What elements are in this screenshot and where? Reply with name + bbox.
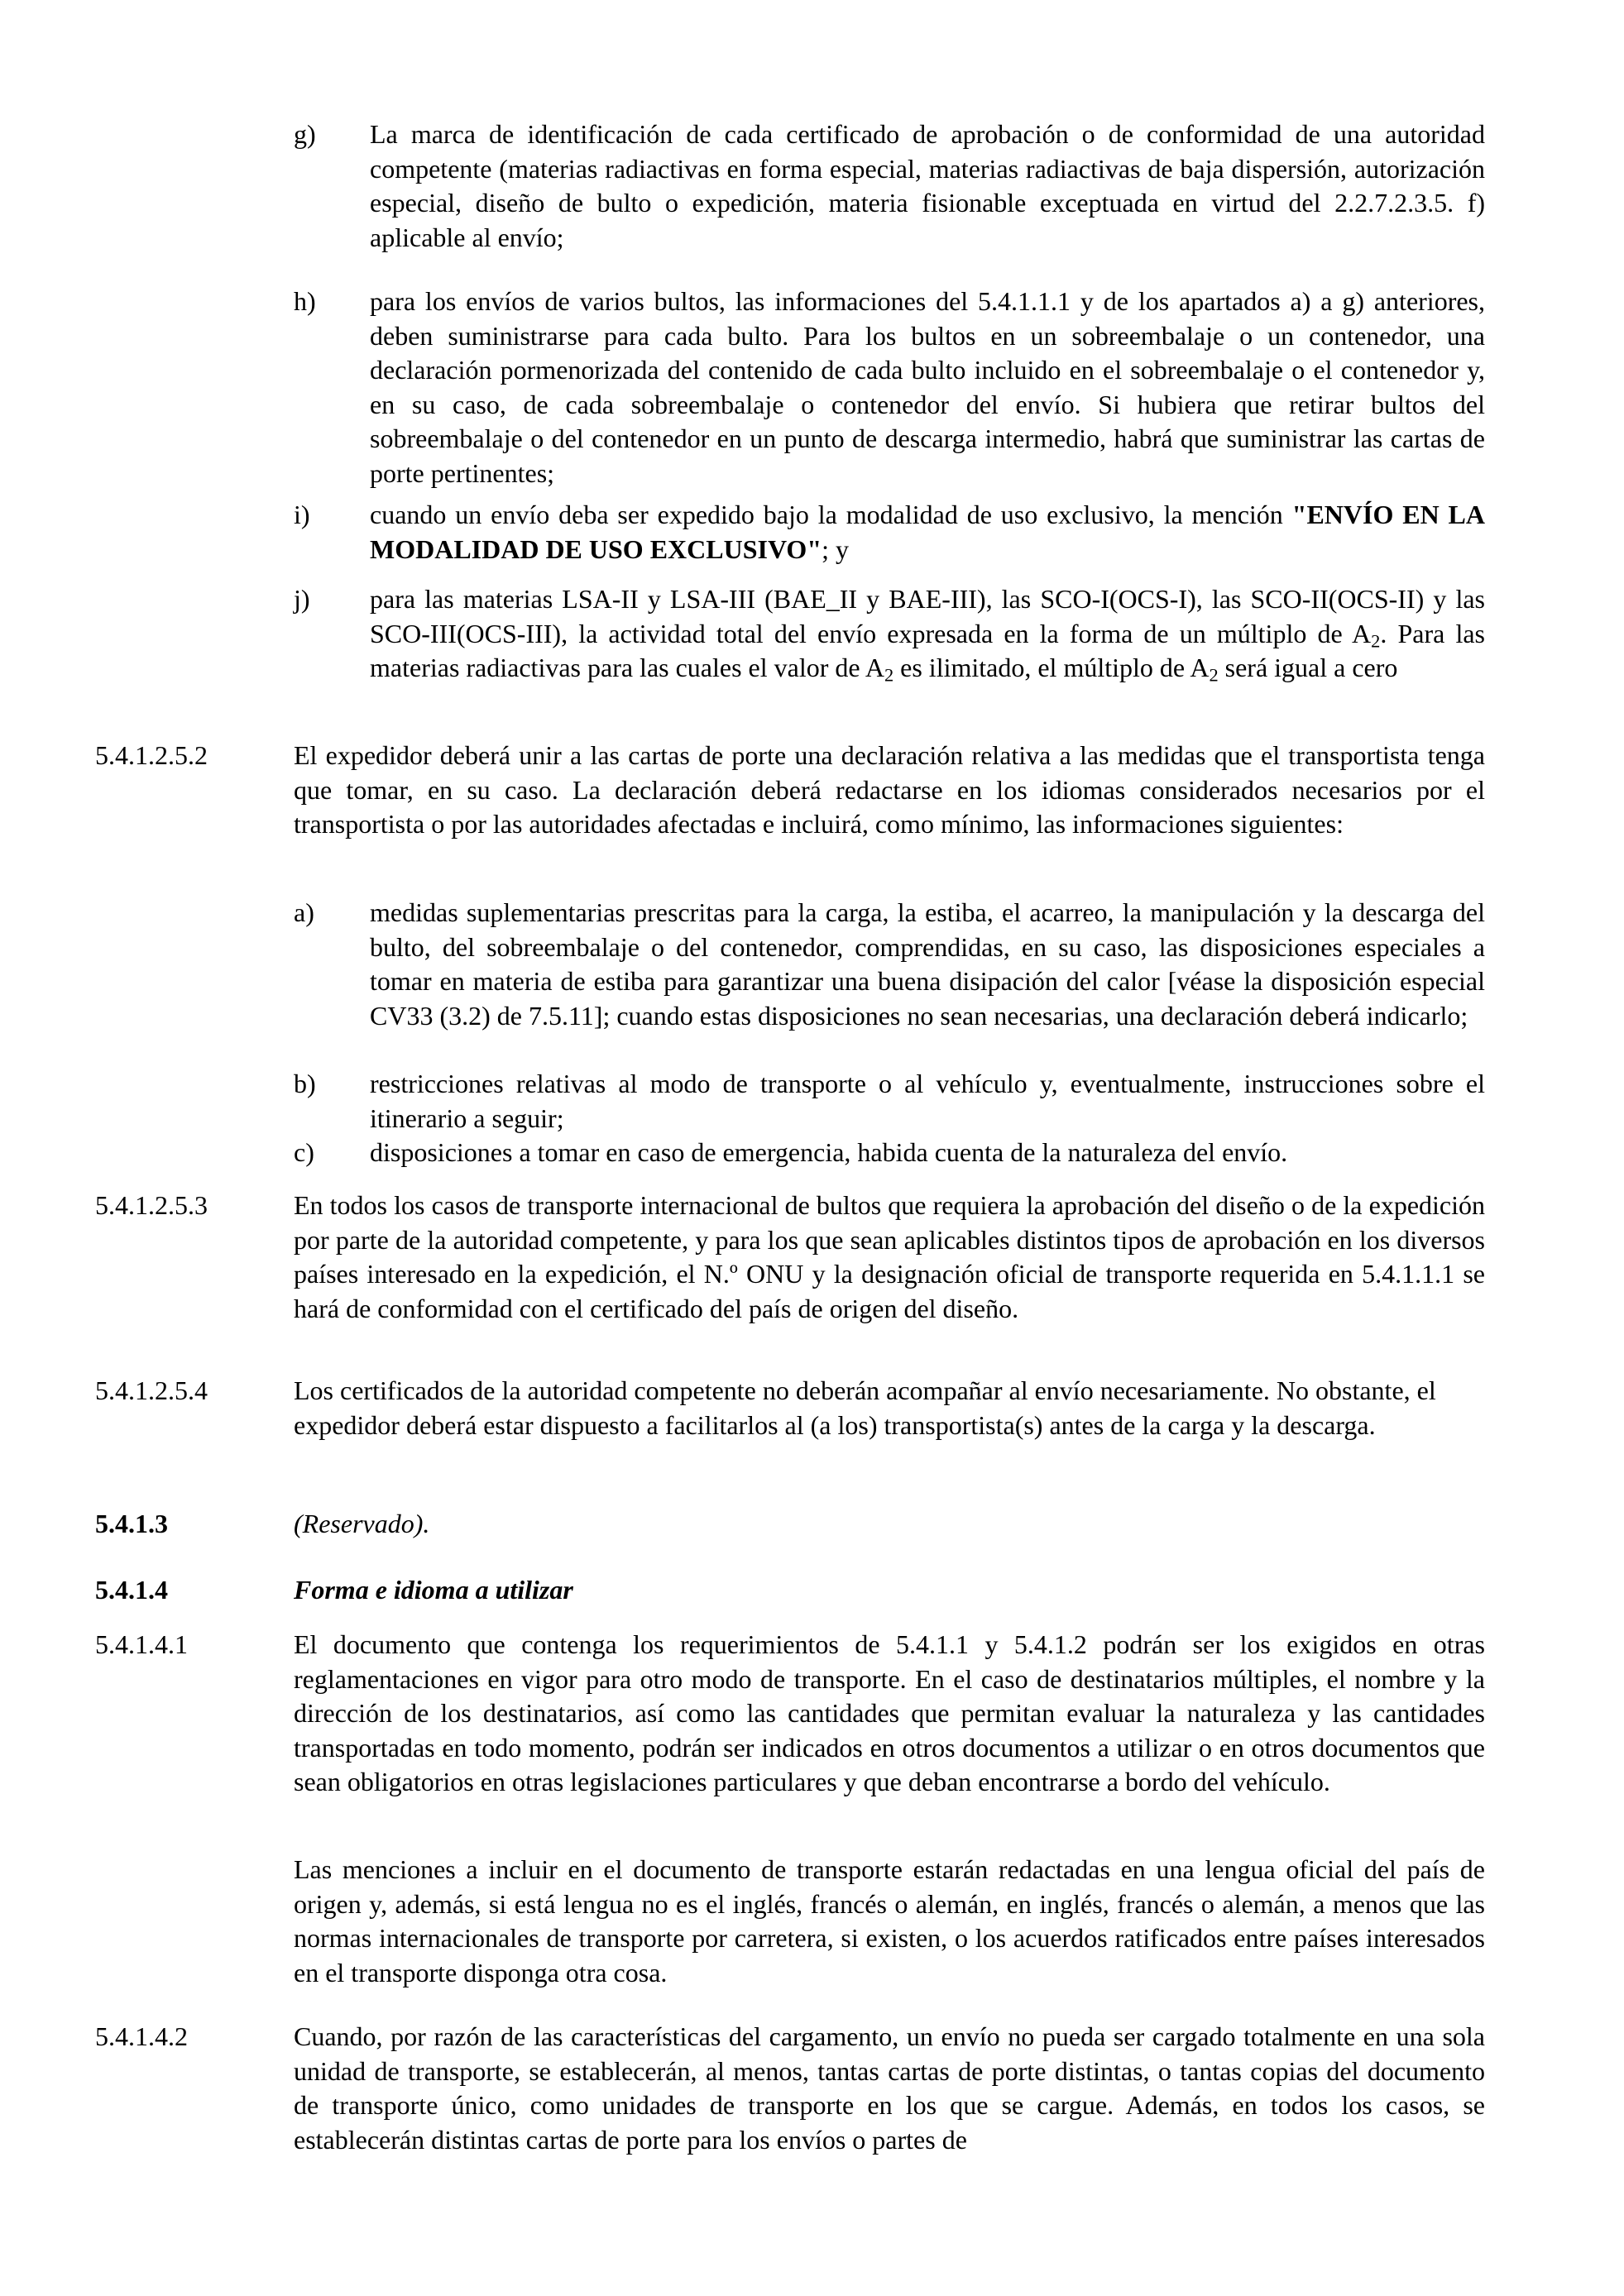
section-5-4-1-4-1-cont xyxy=(0,1853,1624,1990)
item-text xyxy=(370,498,1485,567)
list-item-g xyxy=(0,117,1624,255)
section-5-4-1-3 xyxy=(0,1507,1624,1542)
section-5-4-1-4 xyxy=(0,1573,1624,1608)
section-number: 5.4.1.4.2 xyxy=(95,2021,188,2051)
item-text-part: es ilimitado, el múltiplo de A xyxy=(893,653,1210,682)
section-number: 5.4.1.3 xyxy=(95,1509,168,1538)
section-text: (Reservado). xyxy=(294,1509,430,1538)
item-label: b) xyxy=(294,1069,316,1098)
section-5-4-1-2-5-2 xyxy=(0,739,1624,842)
section-number: 5.4.1.2.5.3 xyxy=(95,1190,208,1220)
item-text-part: ; y xyxy=(822,533,849,564)
list-item-h xyxy=(0,285,1624,490)
list-item-j xyxy=(0,582,1624,686)
item-label: j) xyxy=(294,584,310,614)
list-item-c xyxy=(0,1136,1624,1170)
item-text: para los envíos de varios bultos, las informaciones del 5.4.1.1.1 y de los apartados a) a g) anteriores, deben suministrarse para cada bulto. Para los bultos en un sobreembalaje o un contenedor, una declaración pormenorizada del contenido de cada bulto incluido en el sobreembalaje o el contenedor y, en su caso, de cada sobreembalaje o contenedor del envío. Si hubiera que retirar bultos del sobreembalaje o del contenedor en un punto de descarga intermedio, habrá que suministrar las cartas de porte pertinentes; xyxy=(370,286,1485,488)
list-item-b xyxy=(0,1067,1624,1136)
exclusive-use-mention: "ENVÍO EN LA MODALIDAD DE USO EXCLUSIVO" xyxy=(370,500,1486,564)
section-number: 5.4.1.2.5.4 xyxy=(95,1375,208,1405)
item-text-part: será igual a cero xyxy=(1218,653,1398,682)
section-5-4-1-4-1 xyxy=(0,1628,1624,1800)
item-text-part: cuando un envío deba ser expedido bajo la modalidad de uso exclusivo, la mención xyxy=(370,500,1292,529)
section-number: 5.4.1.2.5.2 xyxy=(95,740,208,770)
section-5-4-1-4-2 xyxy=(0,2020,1624,2157)
item-label: i) xyxy=(294,500,310,529)
section-text: El expedidor deberá unir a las cartas de porte una declaración relativa a las medidas que el transportista tenga que tomar, en su caso. La declaración deberá redactarse en los idiomas considerados necesarios por el transportista o por las autoridades afectadas e incluirá, como mínimo, las informaciones siguientes: xyxy=(294,740,1485,839)
subscript: 2 xyxy=(1371,630,1381,652)
item-label: a) xyxy=(294,897,314,927)
item-text: disposiciones a tomar en caso de emergencia, habida cuenta de la naturaleza del envío. xyxy=(370,1137,1288,1167)
item-text: restricciones relativas al modo de transporte o al vehículo y, eventualmente, instrucciones sobre el itinerario a seguir; xyxy=(370,1069,1485,1133)
section-text: Los certificados de la autoridad competente no deberán acompañar al envío necesariamente. No obstante, el expedidor deberá estar dispuesto a facilitarlos al (a los) transportista(s) antes de la carga y la descarga. xyxy=(294,1375,1436,1440)
section-5-4-1-2-5-4 xyxy=(0,1374,1624,1442)
section-5-4-1-2-5-3 xyxy=(0,1189,1624,1326)
section-text: Cuando, por razón de las características del cargamento, un envío no pueda ser cargado totalmente en una sola unidad de transporte, se establecerán, al menos, tantas cartas de porte distintas, o tantas copias del documento de transporte único, como unidades de transporte en los que se cargue. Además, en todos los casos, se establecerán distintas cartas de porte para los envíos o partes de xyxy=(294,2021,1485,2155)
list-item-i xyxy=(0,498,1624,567)
item-label: h) xyxy=(294,286,316,316)
item-text-part: para las materias LSA-II y LSA-III (BAE_II y BAE-III), las SCO-I(OCS-I), las SCO-II(OCS-II) y las SCO-III(OCS-III), la actividad total del envío expresada en la forma de un múltiplo de A xyxy=(370,584,1485,648)
item-label: g) xyxy=(294,119,316,149)
section-title: Forma e idioma a utilizar xyxy=(294,1575,573,1605)
section-paragraph-1: El documento que contenga los requerimientos de 5.4.1.1 y 5.4.1.2 podrán ser los exigidos en otras reglamentaciones en vigor para otro modo de transporte. En el caso de destinatarios múltiples, el nombre y la dirección de los destinatarios, así como las cantidades que permitan evaluar la naturaleza y las cantidades transportadas en todo momento, podrán ser indicados en otros documentos a utilizar o en otros documentos que sean obligatorios en otras legislaciones particulares y que deban encontrarse a bordo del vehículo. xyxy=(294,1629,1485,1796)
section-number: 5.4.1.4.1 xyxy=(95,1629,188,1659)
section-number: 5.4.1.4 xyxy=(95,1575,168,1605)
section-text: En todos los casos de transporte internacional de bultos que requiera la aprobación del diseño o de la expedición por parte de la autoridad competente, y para los que sean aplicables distintos tipos de aprobación en los diversos países interesado en la expedición, el N.º ONU y la designación oficial de transporte requerida en 5.4.1.1.1 se hará de conformidad con el certificado del país de origen del diseño. xyxy=(294,1190,1485,1323)
item-text: La marca de identificación de cada certificado de aprobación o de conformidad de una autoridad competente (materias radiactivas en forma especial, materias radiactivas de baja dispersión, autorización especial, diseño de bulto o expedición, materia fisionable exceptuada en virtud del 2.2.7.2.3.5. f) aplicable al envío; xyxy=(370,119,1485,252)
item-text-part: . Para las materias radiactivas para las cuales el valor de A xyxy=(370,618,1486,682)
item-label: c) xyxy=(294,1137,314,1167)
section-paragraph-2: Las menciones a incluir en el documento de transporte estarán redactadas en una lengua oficial del país de origen y, además, si está lengua no es el inglés, francés o alemán, en inglés, francés o alemán, a menos que las normas internacionales de transporte por carretera, si existen, o los acuerdos ratificados entre países interesados en el transporte disponga otra cosa. xyxy=(294,1854,1485,1987)
list-item-a xyxy=(0,896,1624,1033)
item-text xyxy=(370,582,1485,686)
subscript: 2 xyxy=(884,664,894,686)
subscript: 2 xyxy=(1209,664,1219,686)
item-text: medidas suplementarias prescritas para la carga, la estiba, el acarreo, la manipulación y la descarga del bulto, del sobreembalaje o del contenedor, comprendidas, en su caso, las disposiciones especiales a tomar en materia de estiba para garantizar una buena disipación del calor [véase la disposición especial CV33 (3.2) de 7.5.11]; cuando estas disposiciones no sean necesarias, una declaración deberá indicarlo; xyxy=(370,897,1485,1031)
